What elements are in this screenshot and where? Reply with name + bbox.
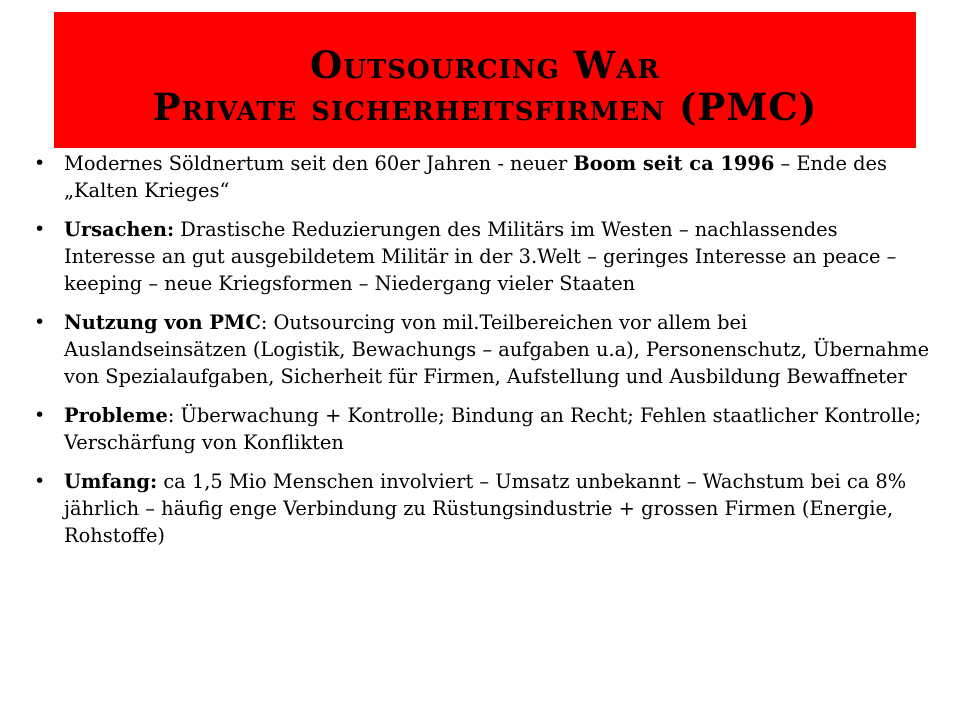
title-banner	[54, 12, 916, 148]
bullet-list	[34, 150, 934, 561]
bullet-heading: Nutzung von PMC	[64, 311, 261, 334]
bullet-item-scope	[34, 468, 934, 549]
bullet-icon: •	[34, 218, 46, 240]
bullet-text: Modernes Söldnertum seit den 60er Jahren - neuer	[64, 152, 574, 175]
bullet-item-problems	[34, 402, 934, 456]
bullet-icon: •	[34, 470, 46, 492]
title-line-2: Private sicherheitsfirmen (PMC)	[152, 85, 818, 129]
bullet-icon: •	[34, 311, 46, 333]
bullet-emphasis: Boom seit ca 1996	[573, 152, 775, 175]
bullet-text: Drastische Reduzierungen des Militärs im Westen – nachlassendes Interesse an gut ausgebildetem Militär in der 3.Welt – geringes Interesse an peace – keeping – neue Kriegsformen – Niedergang vieler Staaten	[64, 218, 897, 295]
bullet-text: : Outsourcing von mil.Teilbereichen vor allem bei Auslandseinsätzen (Logistik, Bewachungs – aufgaben u.a), Personenschutz, Übernahme von Spezialaufgaben, Sicherheit für Firmen, Aufstellung und Ausbildung Bewaffneter	[64, 311, 930, 388]
bullet-text: : Überwachung + Kontrolle; Bindung an Recht; Fehlen staatlicher Kontrolle; Verschärfung von Konflikten	[64, 404, 922, 454]
bullet-item-usage	[34, 309, 934, 390]
bullet-item-causes	[34, 216, 934, 297]
bullet-heading: Umfang:	[64, 470, 158, 493]
title-line-1: Outsourcing War	[310, 43, 660, 87]
bullet-heading: Ursachen:	[64, 218, 175, 241]
bullet-icon: •	[34, 404, 46, 426]
bullet-item-history	[34, 150, 934, 204]
bullet-text: ca 1,5 Mio Menschen involviert – Umsatz unbekannt – Wachstum bei ca 8% jährlich – häufig enge Verbindung zu Rüstungsindustrie + grossen Firmen (Energie, Rohstoffe)	[64, 470, 907, 547]
bullet-text-continued: – Ende des „Kalten Krieges“	[64, 152, 887, 202]
bullet-heading: Probleme	[64, 404, 168, 427]
bullet-icon: •	[34, 152, 46, 174]
